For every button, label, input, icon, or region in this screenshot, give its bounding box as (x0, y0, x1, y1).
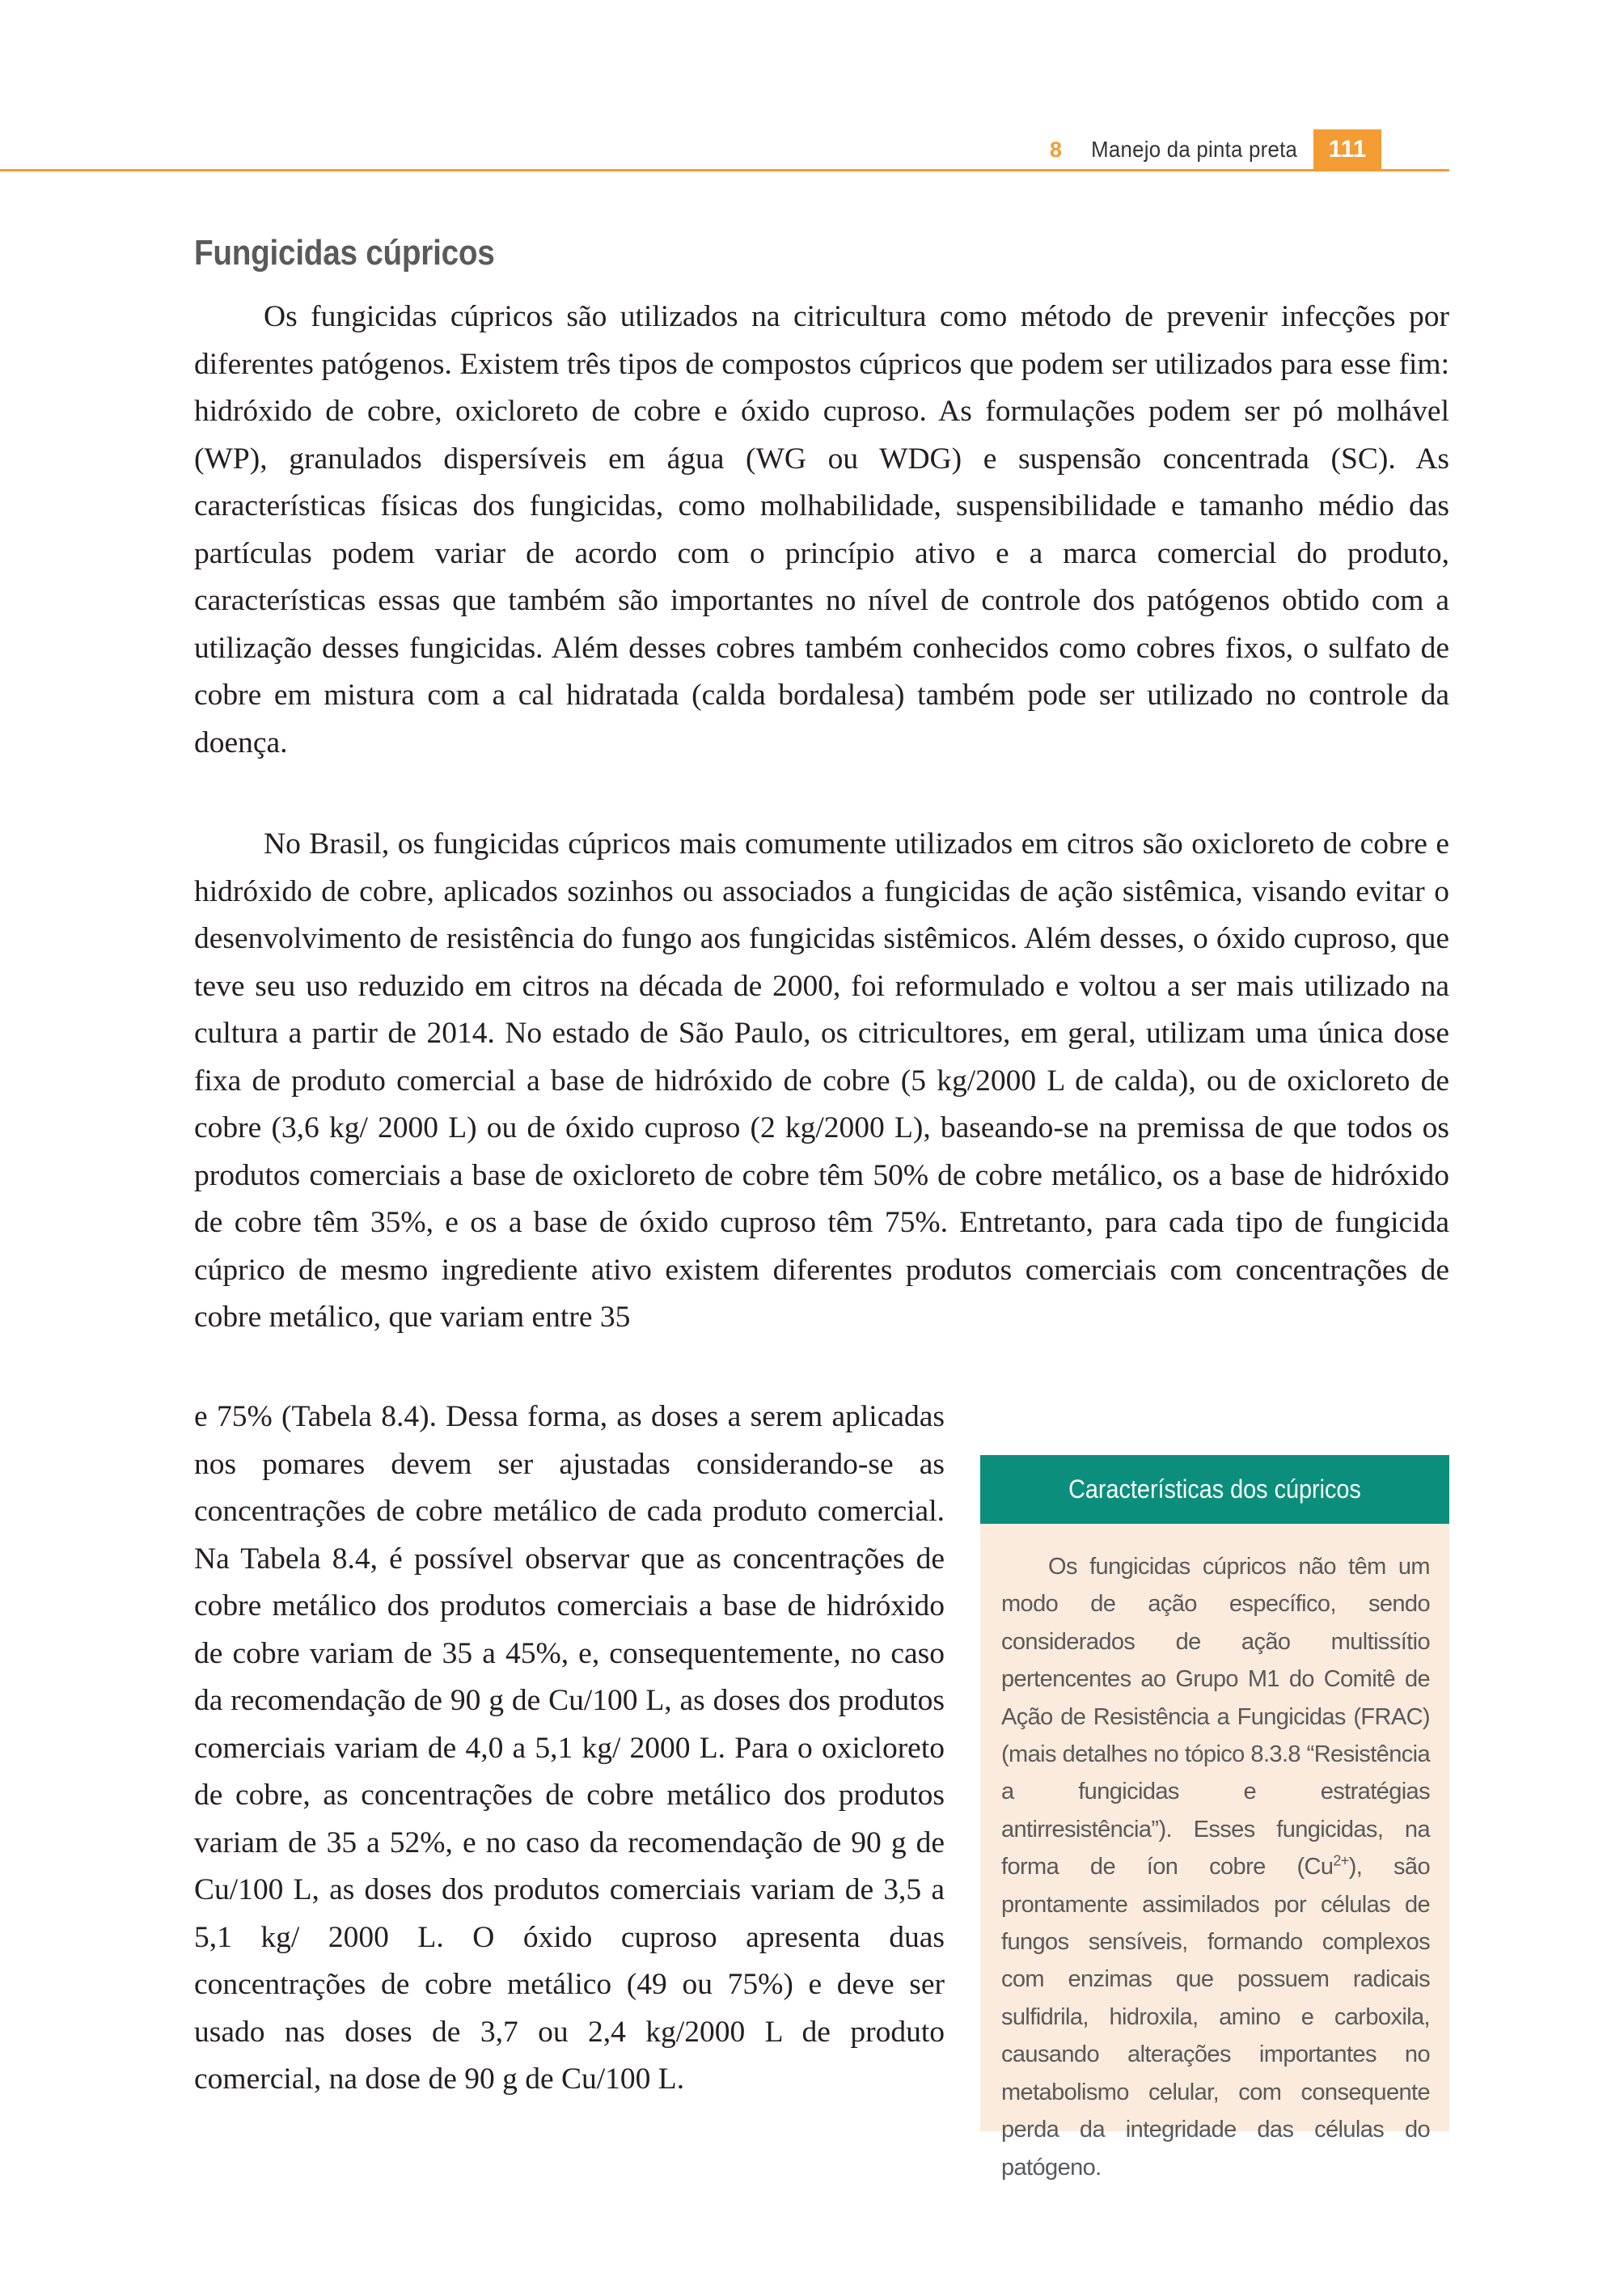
page-number: 111 (1313, 129, 1381, 170)
running-header (1050, 129, 1381, 170)
superscript-charge: 2+ (1333, 1852, 1349, 1869)
sidebar-box (980, 1455, 1449, 2181)
sidebar-title: Características dos cúpricos (1068, 1474, 1361, 1504)
body-paragraph-1: Os fungicidas cúpricos são utilizados na citricultura como método de prevenir infecções por diferentes patógenos. Existem três tipos de compostos cúpricos que podem ser utilizados para esse fim: hidróxido de cobre, oxicloreto de cobre e óxido cuproso. As formulações podem ser pó molhável (WP), granulados dispersíveis em água (WG ou WDG) e suspensão concentrada (SC). As características físicas dos fungicidas, como molhabilidade, suspensibilidade e tamanho médio das partículas podem variar de acordo com o princípio ativo e a marca comercial do produto, características essas que também são importantes no nível de controle dos patógenos obtido com a utilização desses fungicidas. Além desses cobres também conhecidos como cobres fixos, o sulfato de cobre em mistura com a cal hidratada (calda bordalesa) também pode ser utilizado no controle da doença. (194, 300, 1449, 759)
sidebar-text-part-2: ), são prontamente assimilados por células de fungos sensíveis, formando complexos com enzimas que possuem radicais sulfidrila, hidroxila, amino e carboxila, causando alterações importantes no metabolismo celular, com consequente perda da integridade das células do patógeno. (1001, 1854, 1430, 2181)
chapter-number: 8 (1049, 137, 1062, 162)
sidebar-text (980, 1548, 1449, 2186)
section-title: Fungicidas cúpricos (194, 233, 495, 273)
body-paragraph-2: No Brasil, os fungicidas cúpricos mais comumente utilizados em citros são oxicloreto de cobre e hidróxido de cobre, aplicados sozinhos ou associados a fungicidas de ação sistêmica, visando evitar o desenvolvimento de resistência do fungo aos fungicidas sistêmicos. Além desses, o óxido cuproso, que teve seu uso reduzido em citros na década de 2000, foi reformulado e voltou a ser mais utilizado na cultura a partir de 2014. No estado de São Paulo, os citricultores, em geral, utilizam uma única dose fixa de produto comercial a base de hidróxido de cobre (5 kg/2000 L de calda), ou de oxicloreto de cobre (3,6 kg/ 2000 L) ou de óxido cuproso (2 kg/2000 L), baseando-se na premissa de que todos os produtos comerciais a base de oxicloreto de cobre têm 50% de cobre metálico, os a base de hidróxido de cobre têm 35%, e os a base de óxido cuproso têm 75%. Entretanto, para cada tipo de fungicida cúprico de mesmo ingrediente ativo existem diferentes produtos comerciais com concentrações de cobre metálico, que variam entre 35 (194, 827, 1449, 1334)
sidebar-text-part-1: Os fungicidas cúpricos não têm um modo de ação específico, sendo considerados de ação multissítio pertencentes ao Grupo M1 do Comitê de Ação de Resistência a Fungicidas (FRAC) (mais detalhes no tópico 8.3.8 “Resistência a fungicidas e estratégias antirresistência”). Esses fungicidas, na forma de íon cobre (Cu (1001, 1554, 1430, 1881)
chapter-title: Manejo da pinta preta (1091, 137, 1297, 162)
sidebar-title-bar (980, 1455, 1449, 1524)
body-paragraph-3: e 75% (Tabela 8.4). Dessa forma, as doses a serem aplicadas nos pomares devem ser ajustadas considerando-se as concentrações de cobre metálico de cada produto comercial. Na Tabela 8.4, é possível observar que as concentrações de cobre metálico dos produtos comerciais a base de hidróxido de cobre variam de 35 a 45%, e, consequentemente, no caso da recomendação de 90 g de Cu/100 L, as doses dos produtos comerciais variam de 4,0 a 5,1 kg/ 2000 L. Para o oxicloreto de cobre, as concentrações de cobre metálico dos produtos variam de 35 a 52%, e no caso da recomendação de 90 g de Cu/100 L, as doses dos produtos comerciais variam de 3,5 a 5,1 kg/ 2000 L. O óxido cuproso apresenta duas concentrações de cobre metálico (49 ou 75%) e deve ser usado nas doses de 3,7 ou 2,4 kg/2000 L de produto comercial, na dose de 90 g de Cu/100 L. (194, 1400, 945, 2096)
